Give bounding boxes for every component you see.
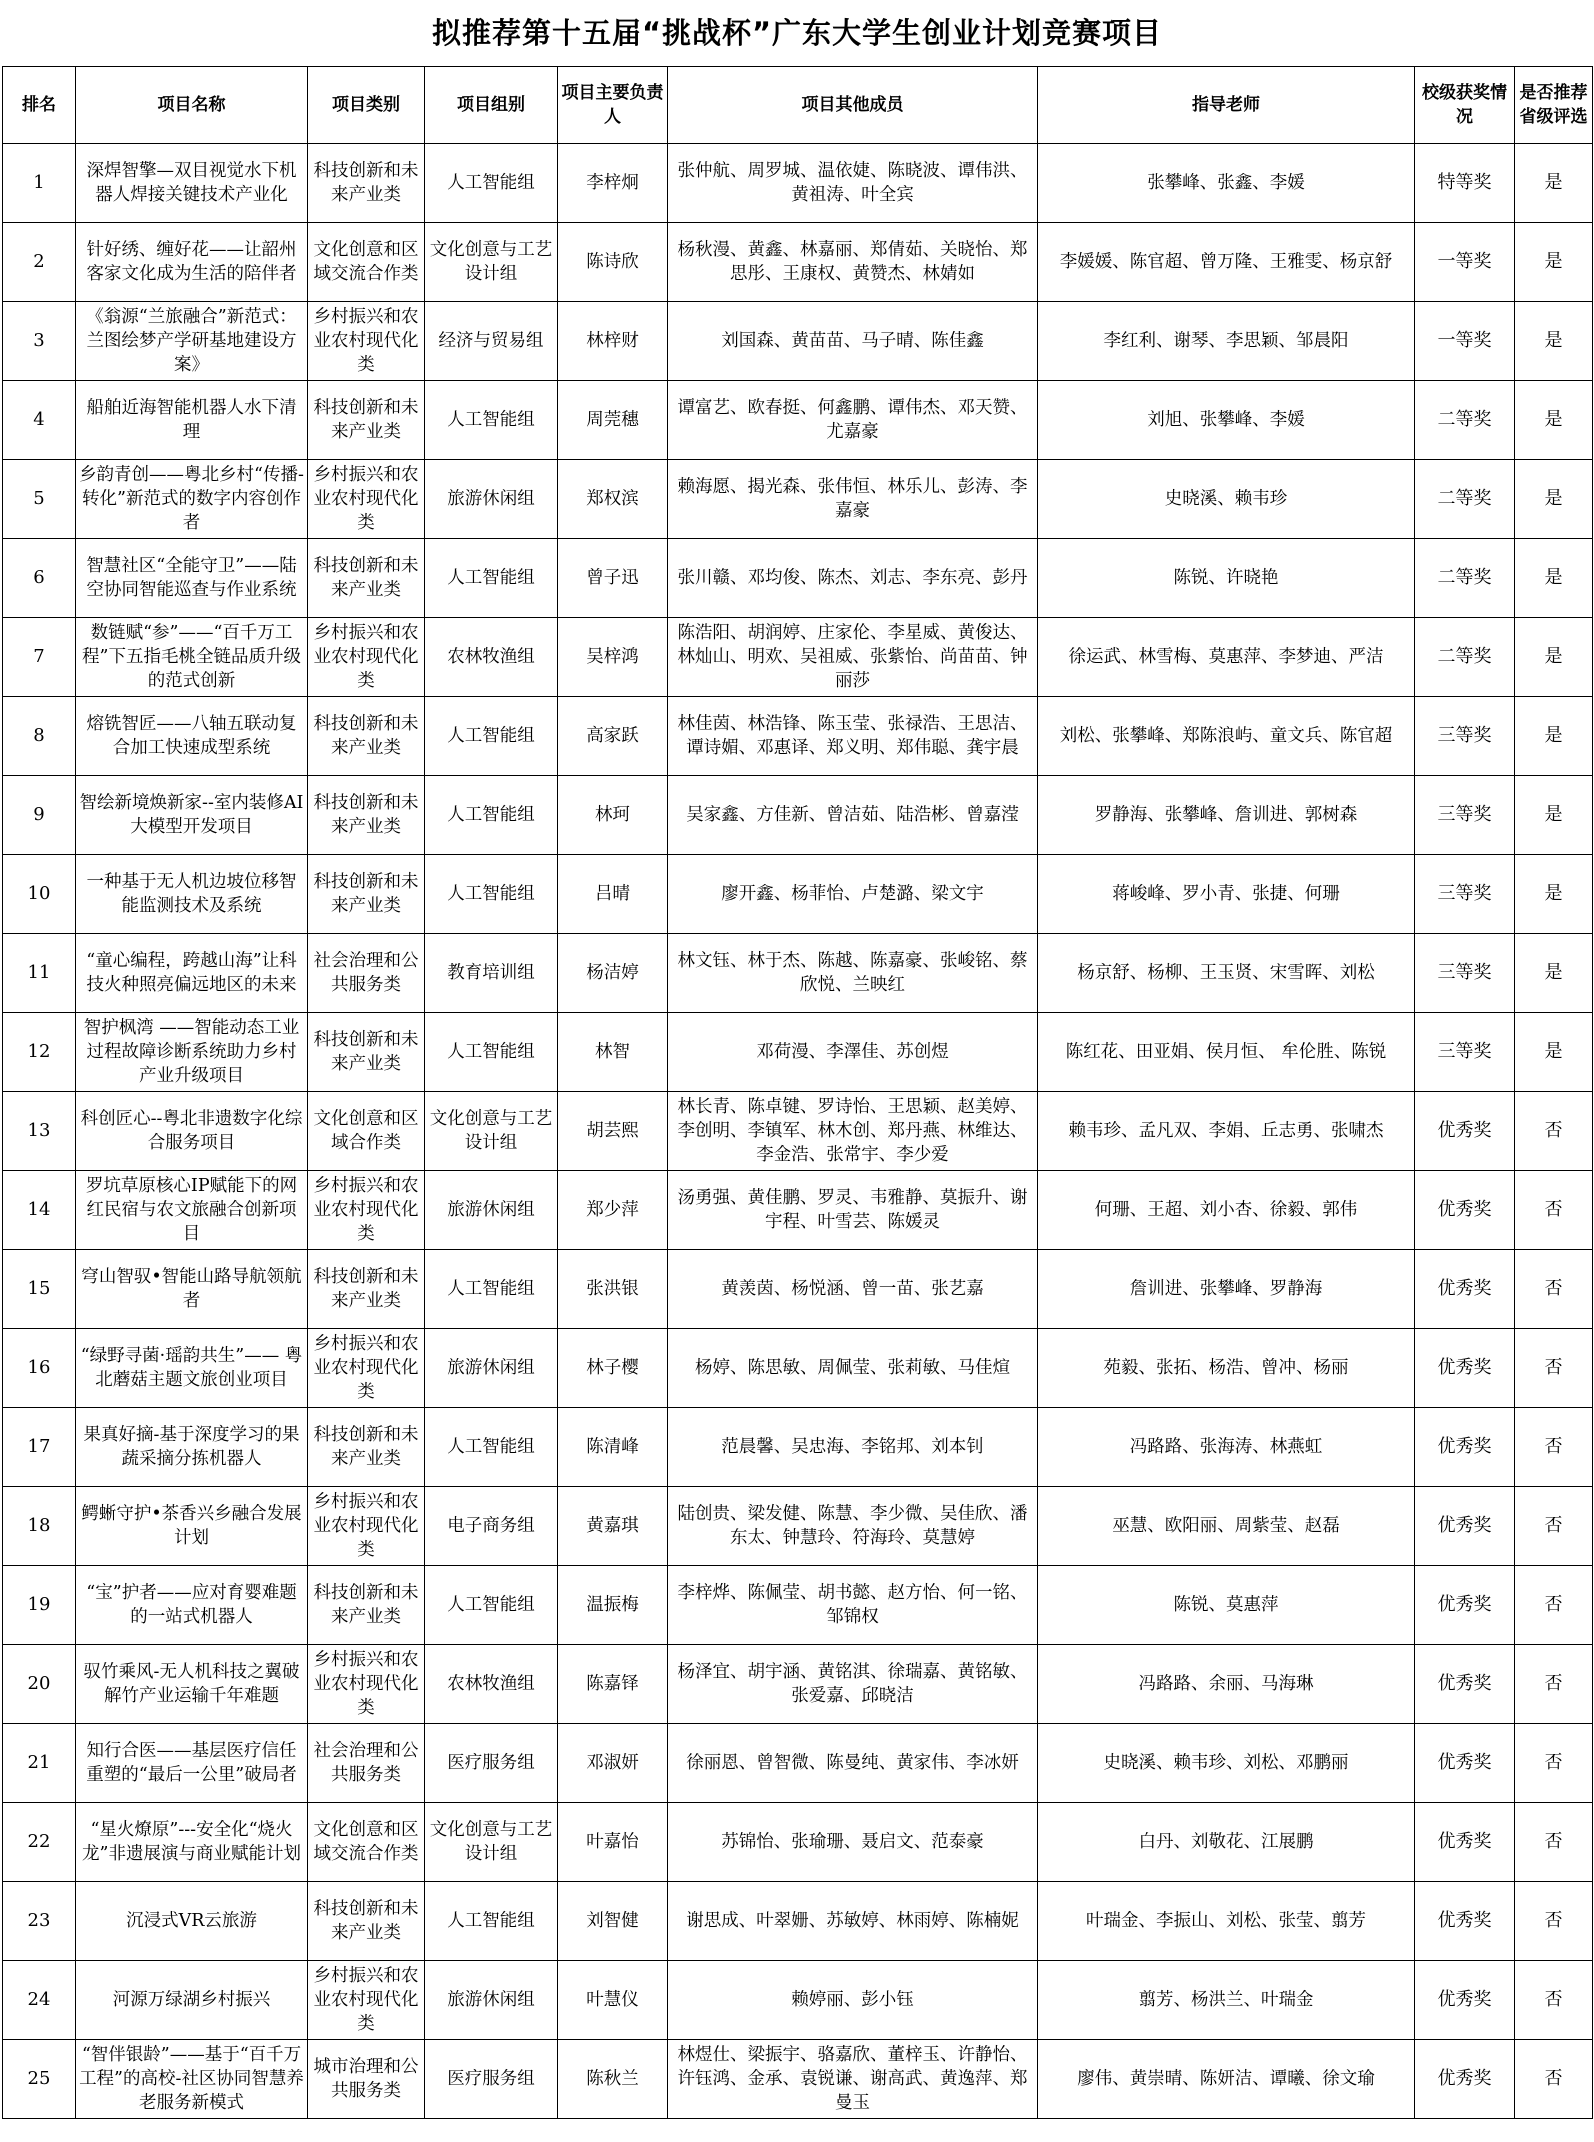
leader-cell: 叶慧仪 — [558, 1961, 668, 2040]
school-award-cell: 优秀奖 — [1415, 1250, 1515, 1329]
project-name-cell: “星火燎原”---安全化“烧火龙”非遗展演与商业赋能计划 — [76, 1803, 308, 1882]
table-row — [3, 697, 1593, 776]
category-cell: 科技创新和未来产业类 — [308, 1013, 425, 1092]
school-award-cell: 特等奖 — [1415, 144, 1515, 223]
project-name-cell: 河源万绿湖乡村振兴 — [76, 1961, 308, 2040]
project-name-cell: 科创匠心--粤北非遗数字化综合服务项目 — [76, 1092, 308, 1171]
advisors-cell: 陈锐、莫惠萍 — [1038, 1566, 1415, 1645]
advisors-cell: 徐运武、林雪梅、莫惠萍、李梦迪、严洁 — [1038, 618, 1415, 697]
table-row — [3, 302, 1593, 381]
project-name-cell: “绿野寻菌·瑶韵共生”—— 粤北蘑菇主题文旅创业项目 — [76, 1329, 308, 1408]
advisors-cell: 廖伟、黄崇晴、陈妍洁、谭曦、徐文瑜 — [1038, 2040, 1415, 2119]
provincial-recommend-cell: 否 — [1515, 1645, 1593, 1724]
members-cell: 赖婷丽、彭小钰 — [668, 1961, 1038, 2040]
group-cell: 文化创意与工艺设计组 — [425, 1092, 558, 1171]
advisors-cell: 张攀峰、张鑫、李媛 — [1038, 144, 1415, 223]
group-cell: 医疗服务组 — [425, 1724, 558, 1803]
category-cell: 社会治理和公共服务类 — [308, 934, 425, 1013]
members-cell: 杨泽宜、胡宇涵、黄铭淇、徐瑞嘉、黄铭敏、张爱嘉、邱晓洁 — [668, 1645, 1038, 1724]
group-cell: 人工智能组 — [425, 1882, 558, 1961]
members-cell: 林佳茵、林浩锋、陈玉莹、张禄浩、王思洁、谭诗媚、邓惠译、郑义明、郑伟聪、龚宇晨 — [668, 697, 1038, 776]
advisors-cell: 史晓溪、赖韦珍、刘松、邓鹏丽 — [1038, 1724, 1415, 1803]
project-name-cell: 一种基于无人机边坡位移智能监测技术及系统 — [76, 855, 308, 934]
advisors-cell: 李红利、谢琴、李思颖、邹晨阳 — [1038, 302, 1415, 381]
provincial-recommend-cell: 是 — [1515, 539, 1593, 618]
rank-cell: 24 — [3, 1961, 76, 2040]
category-cell: 乡村振兴和农业农村现代化类 — [308, 1645, 425, 1724]
members-cell: 李梓烨、陈佩莹、胡书懿、赵方怡、何一铭、邹锦权 — [668, 1566, 1038, 1645]
header-col-project-name: 项目名称 — [76, 67, 308, 144]
project-name-cell: 沉浸式VR云旅游 — [76, 1882, 308, 1961]
school-award-cell: 三等奖 — [1415, 776, 1515, 855]
group-cell: 旅游休闲组 — [425, 1961, 558, 2040]
rank-cell: 21 — [3, 1724, 76, 1803]
group-cell: 旅游休闲组 — [425, 460, 558, 539]
provincial-recommend-cell: 是 — [1515, 776, 1593, 855]
advisors-cell: 陈锐、许晓艳 — [1038, 539, 1415, 618]
group-cell: 医疗服务组 — [425, 2040, 558, 2119]
rank-cell: 4 — [3, 381, 76, 460]
provincial-recommend-cell: 是 — [1515, 223, 1593, 302]
table-row — [3, 144, 1593, 223]
leader-cell: 邓淑妍 — [558, 1724, 668, 1803]
header-col-advisors: 指导老师 — [1038, 67, 1415, 144]
project-name-cell: 知行合医——基层医疗信任重塑的“最后一公里”破局者 — [76, 1724, 308, 1803]
table-row — [3, 1724, 1593, 1803]
project-name-cell: 《翁源“兰旅融合”新范式：兰图绘梦产学研基地建设方案》 — [76, 302, 308, 381]
school-award-cell: 二等奖 — [1415, 460, 1515, 539]
leader-cell: 曾子迅 — [558, 539, 668, 618]
school-award-cell: 二等奖 — [1415, 539, 1515, 618]
advisors-cell: 冯路路、余丽、马海琳 — [1038, 1645, 1415, 1724]
group-cell: 人工智能组 — [425, 1566, 558, 1645]
advisors-cell: 史晓溪、赖韦珍 — [1038, 460, 1415, 539]
rank-cell: 15 — [3, 1250, 76, 1329]
category-cell: 科技创新和未来产业类 — [308, 1882, 425, 1961]
category-cell: 乡村振兴和农业农村现代化类 — [308, 1487, 425, 1566]
leader-cell: 陈秋兰 — [558, 2040, 668, 2119]
project-name-cell: 船舶近海智能机器人水下清理 — [76, 381, 308, 460]
table-row — [3, 1408, 1593, 1487]
group-cell: 人工智能组 — [425, 776, 558, 855]
members-cell: 黄羡茵、杨悦涵、曾一苗、张艺嘉 — [668, 1250, 1038, 1329]
group-cell: 电子商务组 — [425, 1487, 558, 1566]
members-cell: 范晨馨、吴忠海、李铭邦、刘本钊 — [668, 1408, 1038, 1487]
table-row — [3, 1171, 1593, 1250]
group-cell: 旅游休闲组 — [425, 1329, 558, 1408]
school-award-cell: 优秀奖 — [1415, 1645, 1515, 1724]
table-row — [3, 934, 1593, 1013]
provincial-recommend-cell: 否 — [1515, 1408, 1593, 1487]
advisors-cell: 李媛媛、陈官超、曾万隆、王雅雯、杨京舒 — [1038, 223, 1415, 302]
advisors-cell: 巫慧、欧阳丽、周紫莹、赵磊 — [1038, 1487, 1415, 1566]
school-award-cell: 优秀奖 — [1415, 2040, 1515, 2119]
category-cell: 乡村振兴和农业农村现代化类 — [308, 1329, 425, 1408]
project-name-cell: 深焊智擎—双目视觉水下机器人焊接关键技术产业化 — [76, 144, 308, 223]
school-award-cell: 二等奖 — [1415, 381, 1515, 460]
advisors-cell: 赖韦珍、孟凡双、李娟、丘志勇、张啸杰 — [1038, 1092, 1415, 1171]
project-name-cell: 智绘新境焕新家--室内装修AI大模型开发项目 — [76, 776, 308, 855]
members-cell: 谭富艺、欧春挺、何鑫鹏、谭伟杰、邓天赞、尤嘉豪 — [668, 381, 1038, 460]
provincial-recommend-cell: 是 — [1515, 618, 1593, 697]
project-name-cell: “智伴银龄”——基于“百千万工程”的高校-社区协同智慧养老服务新模式 — [76, 2040, 308, 2119]
category-cell: 文化创意和区域交流合作类 — [308, 1803, 425, 1882]
table-header-row — [3, 67, 1593, 144]
leader-cell: 周莞穗 — [558, 381, 668, 460]
table-row — [3, 1250, 1593, 1329]
header-col-leader: 项目主要负责人 — [558, 67, 668, 144]
school-award-cell: 二等奖 — [1415, 618, 1515, 697]
provincial-recommend-cell: 是 — [1515, 144, 1593, 223]
group-cell: 人工智能组 — [425, 381, 558, 460]
category-cell: 科技创新和未来产业类 — [308, 697, 425, 776]
table-row — [3, 1487, 1593, 1566]
category-cell: 乡村振兴和农业农村现代化类 — [308, 460, 425, 539]
rank-cell: 9 — [3, 776, 76, 855]
members-cell: 邓荷漫、李澤佳、苏创煜 — [668, 1013, 1038, 1092]
school-award-cell: 一等奖 — [1415, 302, 1515, 381]
members-cell: 林长青、陈卓键、罗诗怡、王思颖、赵美婷、李创明、李镇军、林木创、郑丹燕、林维达、李金浩、张常宇、李少爱 — [668, 1092, 1038, 1171]
table-row — [3, 776, 1593, 855]
project-name-cell: 针好绣、缠好花——让韶州客家文化成为生活的陪伴者 — [76, 223, 308, 302]
leader-cell: 胡芸熙 — [558, 1092, 668, 1171]
rank-cell: 14 — [3, 1171, 76, 1250]
school-award-cell: 三等奖 — [1415, 855, 1515, 934]
members-cell: 林煜仕、梁振宇、骆嘉欣、董梓玉、许静怡、许钰鸿、金承、袁锐谦、谢高武、黄逸萍、郑曼玉 — [668, 2040, 1038, 2119]
leader-cell: 李梓炯 — [558, 144, 668, 223]
group-cell: 人工智能组 — [425, 144, 558, 223]
category-cell: 科技创新和未来产业类 — [308, 855, 425, 934]
leader-cell: 吴梓鸿 — [558, 618, 668, 697]
group-cell: 人工智能组 — [425, 855, 558, 934]
table-row — [3, 1882, 1593, 1961]
leader-cell: 郑权滨 — [558, 460, 668, 539]
members-cell: 汤勇强、黄佳鹏、罗灵、韦雅静、莫振升、谢宇程、叶雪芸、陈媛灵 — [668, 1171, 1038, 1250]
members-cell: 陆创贵、梁发健、陈慧、李少微、吴佳欣、潘东太、钟慧玲、符海玲、莫慧婷 — [668, 1487, 1038, 1566]
table-row — [3, 1329, 1593, 1408]
header-col-school-award: 校级获奖情况 — [1415, 67, 1515, 144]
project-name-cell: 罗坑草原核心IP赋能下的网红民宿与农文旅融合创新项目 — [76, 1171, 308, 1250]
table-body — [3, 144, 1593, 2119]
advisors-cell: 刘松、张攀峰、郑陈浪屿、童文兵、陈官超 — [1038, 697, 1415, 776]
group-cell: 人工智能组 — [425, 539, 558, 618]
table-row — [3, 1803, 1593, 1882]
project-name-cell: 乡韵青创——粤北乡村“传播-转化”新范式的数字内容创作者 — [76, 460, 308, 539]
school-award-cell: 优秀奖 — [1415, 1803, 1515, 1882]
category-cell: 乡村振兴和农业农村现代化类 — [308, 618, 425, 697]
group-cell: 人工智能组 — [425, 1013, 558, 1092]
provincial-recommend-cell: 是 — [1515, 302, 1593, 381]
members-cell: 吴家鑫、方佳新、曾洁茹、陆浩彬、曾嘉滢 — [668, 776, 1038, 855]
table-row — [3, 1566, 1593, 1645]
table-row — [3, 855, 1593, 934]
category-cell: 科技创新和未来产业类 — [308, 1566, 425, 1645]
rank-cell: 23 — [3, 1882, 76, 1961]
project-name-cell: 智护枫湾 ——智能动态工业过程故障诊断系统助力乡村产业升级项目 — [76, 1013, 308, 1092]
school-award-cell: 优秀奖 — [1415, 1092, 1515, 1171]
rank-cell: 8 — [3, 697, 76, 776]
provincial-recommend-cell: 否 — [1515, 1724, 1593, 1803]
provincial-recommend-cell: 否 — [1515, 1882, 1593, 1961]
members-cell: 张仲航、周罗城、温依婕、陈晓波、谭伟洪、黄祖涛、叶全宾 — [668, 144, 1038, 223]
provincial-recommend-cell: 是 — [1515, 855, 1593, 934]
leader-cell: 高家跃 — [558, 697, 668, 776]
project-name-cell: “童心编程，跨越山海”让科技火种照亮偏远地区的未来 — [76, 934, 308, 1013]
table-row — [3, 618, 1593, 697]
school-award-cell: 三等奖 — [1415, 1013, 1515, 1092]
members-cell: 杨秋漫、黄鑫、林嘉丽、郑倩茹、关晓怡、郑思彤、王康权、黄赞杰、林婧如 — [668, 223, 1038, 302]
group-cell: 文化创意与工艺设计组 — [425, 223, 558, 302]
rank-cell: 12 — [3, 1013, 76, 1092]
rank-cell: 11 — [3, 934, 76, 1013]
provincial-recommend-cell: 否 — [1515, 1092, 1593, 1171]
advisors-cell: 刘旭、张攀峰、李媛 — [1038, 381, 1415, 460]
school-award-cell: 优秀奖 — [1415, 1171, 1515, 1250]
advisors-cell: 何珊、王超、刘小杏、徐毅、郭伟 — [1038, 1171, 1415, 1250]
category-cell: 科技创新和未来产业类 — [308, 1250, 425, 1329]
category-cell: 乡村振兴和农业农村现代化类 — [308, 302, 425, 381]
advisors-cell: 杨京舒、杨柳、王玉贤、宋雪晖、刘松 — [1038, 934, 1415, 1013]
advisors-cell: 陈红花、田亚娟、侯月恒、 牟伦胜、陈锐 — [1038, 1013, 1415, 1092]
school-award-cell: 一等奖 — [1415, 223, 1515, 302]
project-name-cell: 智慧社区“全能守卫”——陆空协同智能巡查与作业系统 — [76, 539, 308, 618]
header-col-group: 项目组别 — [425, 67, 558, 144]
project-name-cell: 驭竹乘风-无人机科技之翼破解竹产业运输千年难题 — [76, 1645, 308, 1724]
leader-cell: 黄嘉琪 — [558, 1487, 668, 1566]
school-award-cell: 优秀奖 — [1415, 1487, 1515, 1566]
category-cell: 科技创新和未来产业类 — [308, 144, 425, 223]
group-cell: 农林牧渔组 — [425, 618, 558, 697]
project-name-cell: “宝”护者——应对育婴难题的一站式机器人 — [76, 1566, 308, 1645]
table-row — [3, 1092, 1593, 1171]
advisors-cell: 蒋峻峰、罗小青、张捷、何珊 — [1038, 855, 1415, 934]
provincial-recommend-cell: 是 — [1515, 1013, 1593, 1092]
table-row — [3, 223, 1593, 302]
projects-table — [2, 66, 1593, 2119]
provincial-recommend-cell: 否 — [1515, 1961, 1593, 2040]
school-award-cell: 优秀奖 — [1415, 1961, 1515, 2040]
rank-cell: 1 — [3, 144, 76, 223]
category-cell: 社会治理和公共服务类 — [308, 1724, 425, 1803]
provincial-recommend-cell: 否 — [1515, 1803, 1593, 1882]
leader-cell: 林珂 — [558, 776, 668, 855]
rank-cell: 10 — [3, 855, 76, 934]
rank-cell: 7 — [3, 618, 76, 697]
school-award-cell: 优秀奖 — [1415, 1882, 1515, 1961]
category-cell: 科技创新和未来产业类 — [308, 1408, 425, 1487]
advisors-cell: 翦芳、杨洪兰、叶瑞金 — [1038, 1961, 1415, 2040]
school-award-cell: 优秀奖 — [1415, 1408, 1515, 1487]
members-cell: 林文钰、林于杰、陈越、陈嘉豪、张峻铭、蔡欣悦、兰映红 — [668, 934, 1038, 1013]
group-cell: 教育培训组 — [425, 934, 558, 1013]
advisors-cell: 詹训进、张攀峰、罗静海 — [1038, 1250, 1415, 1329]
category-cell: 乡村振兴和农业农村现代化类 — [308, 1961, 425, 2040]
advisors-cell: 罗静海、张攀峰、詹训进、郭树森 — [1038, 776, 1415, 855]
project-name-cell: 穹山智驭•智能山路导航领航者 — [76, 1250, 308, 1329]
group-cell: 文化创意与工艺设计组 — [425, 1803, 558, 1882]
provincial-recommend-cell: 否 — [1515, 1250, 1593, 1329]
rank-cell: 13 — [3, 1092, 76, 1171]
leader-cell: 林梓财 — [558, 302, 668, 381]
category-cell: 文化创意和区域交流合作类 — [308, 223, 425, 302]
rank-cell: 18 — [3, 1487, 76, 1566]
category-cell: 科技创新和未来产业类 — [308, 539, 425, 618]
leader-cell: 郑少萍 — [558, 1171, 668, 1250]
rank-cell: 16 — [3, 1329, 76, 1408]
header-col-rank: 排名 — [3, 67, 76, 144]
members-cell: 陈浩阳、胡润婷、庄家伦、李星威、黄俊达、林灿山、明欢、吴祖威、张紫怡、尚苗苗、钟丽莎 — [668, 618, 1038, 697]
group-cell: 经济与贸易组 — [425, 302, 558, 381]
header-col-members: 项目其他成员 — [668, 67, 1038, 144]
provincial-recommend-cell: 是 — [1515, 934, 1593, 1013]
provincial-recommend-cell: 否 — [1515, 1329, 1593, 1408]
rank-cell: 19 — [3, 1566, 76, 1645]
rank-cell: 17 — [3, 1408, 76, 1487]
leader-cell: 林子樱 — [558, 1329, 668, 1408]
rank-cell: 22 — [3, 1803, 76, 1882]
school-award-cell: 优秀奖 — [1415, 1566, 1515, 1645]
leader-cell: 杨洁婷 — [558, 934, 668, 1013]
advisors-cell: 苑毅、张拓、杨浩、曾冲、杨丽 — [1038, 1329, 1415, 1408]
group-cell: 人工智能组 — [425, 697, 558, 776]
leader-cell: 张洪银 — [558, 1250, 668, 1329]
project-name-cell: 数链赋“参”——“百千万工程”下五指毛桃全链品质升级的范式创新 — [76, 618, 308, 697]
leader-cell: 林智 — [558, 1013, 668, 1092]
project-name-cell: 鳄蜥守护•茶香兴乡融合发展计划 — [76, 1487, 308, 1566]
group-cell: 人工智能组 — [425, 1408, 558, 1487]
leader-cell: 刘智健 — [558, 1882, 668, 1961]
provincial-recommend-cell: 是 — [1515, 697, 1593, 776]
school-award-cell: 优秀奖 — [1415, 1329, 1515, 1408]
school-award-cell: 优秀奖 — [1415, 1724, 1515, 1803]
members-cell: 廖开鑫、杨菲怡、卢楚潞、梁文宇 — [668, 855, 1038, 934]
members-cell: 张川赣、邓均俊、陈杰、刘志、李东亮、彭丹 — [668, 539, 1038, 618]
provincial-recommend-cell: 否 — [1515, 1566, 1593, 1645]
category-cell: 科技创新和未来产业类 — [308, 381, 425, 460]
table-row — [3, 1961, 1593, 2040]
rank-cell: 5 — [3, 460, 76, 539]
school-award-cell: 三等奖 — [1415, 697, 1515, 776]
category-cell: 乡村振兴和农业农村现代化类 — [308, 1171, 425, 1250]
rank-cell: 25 — [3, 2040, 76, 2119]
group-cell: 农林牧渔组 — [425, 1645, 558, 1724]
rank-cell: 20 — [3, 1645, 76, 1724]
members-cell: 苏锦怡、张瑜珊、聂启文、范泰豪 — [668, 1803, 1038, 1882]
leader-cell: 温振梅 — [558, 1566, 668, 1645]
category-cell: 城市治理和公共服务类 — [308, 2040, 425, 2119]
group-cell: 人工智能组 — [425, 1250, 558, 1329]
header-col-provincial-recommend: 是否推荐省级评选 — [1515, 67, 1593, 144]
table-row — [3, 1645, 1593, 1724]
members-cell: 谢思成、叶翠姗、苏敏婷、林雨婷、陈楠妮 — [668, 1882, 1038, 1961]
members-cell: 徐丽恩、曾智微、陈曼纯、黄家伟、李冰妍 — [668, 1724, 1038, 1803]
provincial-recommend-cell: 否 — [1515, 1487, 1593, 1566]
provincial-recommend-cell: 是 — [1515, 381, 1593, 460]
advisors-cell: 叶瑞金、李振山、刘松、张莹、翦芳 — [1038, 1882, 1415, 1961]
advisors-cell: 白丹、刘敬花、江展鹏 — [1038, 1803, 1415, 1882]
document-title: 拟推荐第十五届“挑战杯”广东大学生创业计划竞赛项目 — [431, 16, 1163, 50]
category-cell: 科技创新和未来产业类 — [308, 776, 425, 855]
table-row — [3, 539, 1593, 618]
leader-cell: 陈清峰 — [558, 1408, 668, 1487]
rank-cell: 3 — [3, 302, 76, 381]
rank-cell: 6 — [3, 539, 76, 618]
project-name-cell: 果真好摘-基于深度学习的果蔬采摘分拣机器人 — [76, 1408, 308, 1487]
provincial-recommend-cell: 是 — [1515, 460, 1593, 539]
header-col-category: 项目类别 — [308, 67, 425, 144]
members-cell: 赖海愿、揭光森、张伟恒、林乐儿、彭涛、李嘉豪 — [668, 460, 1038, 539]
leader-cell: 陈诗欣 — [558, 223, 668, 302]
rank-cell: 2 — [3, 223, 76, 302]
category-cell: 文化创意和区域合作类 — [308, 1092, 425, 1171]
table-row — [3, 1013, 1593, 1092]
school-award-cell: 三等奖 — [1415, 934, 1515, 1013]
advisors-cell: 冯路路、张海涛、林燕虹 — [1038, 1408, 1415, 1487]
provincial-recommend-cell: 否 — [1515, 1171, 1593, 1250]
table-row — [3, 2040, 1593, 2119]
group-cell: 旅游休闲组 — [425, 1171, 558, 1250]
provincial-recommend-cell: 否 — [1515, 2040, 1593, 2119]
project-name-cell: 熔铣智匠——八轴五联动复合加工快速成型系统 — [76, 697, 308, 776]
table-row — [3, 381, 1593, 460]
leader-cell: 陈嘉铎 — [558, 1645, 668, 1724]
leader-cell: 吕晴 — [558, 855, 668, 934]
members-cell: 刘国森、黄苗苗、马子晴、陈佳鑫 — [668, 302, 1038, 381]
table-row — [3, 460, 1593, 539]
leader-cell: 叶嘉怡 — [558, 1803, 668, 1882]
members-cell: 杨婷、陈思敏、周佩莹、张莉敏、马佳煊 — [668, 1329, 1038, 1408]
